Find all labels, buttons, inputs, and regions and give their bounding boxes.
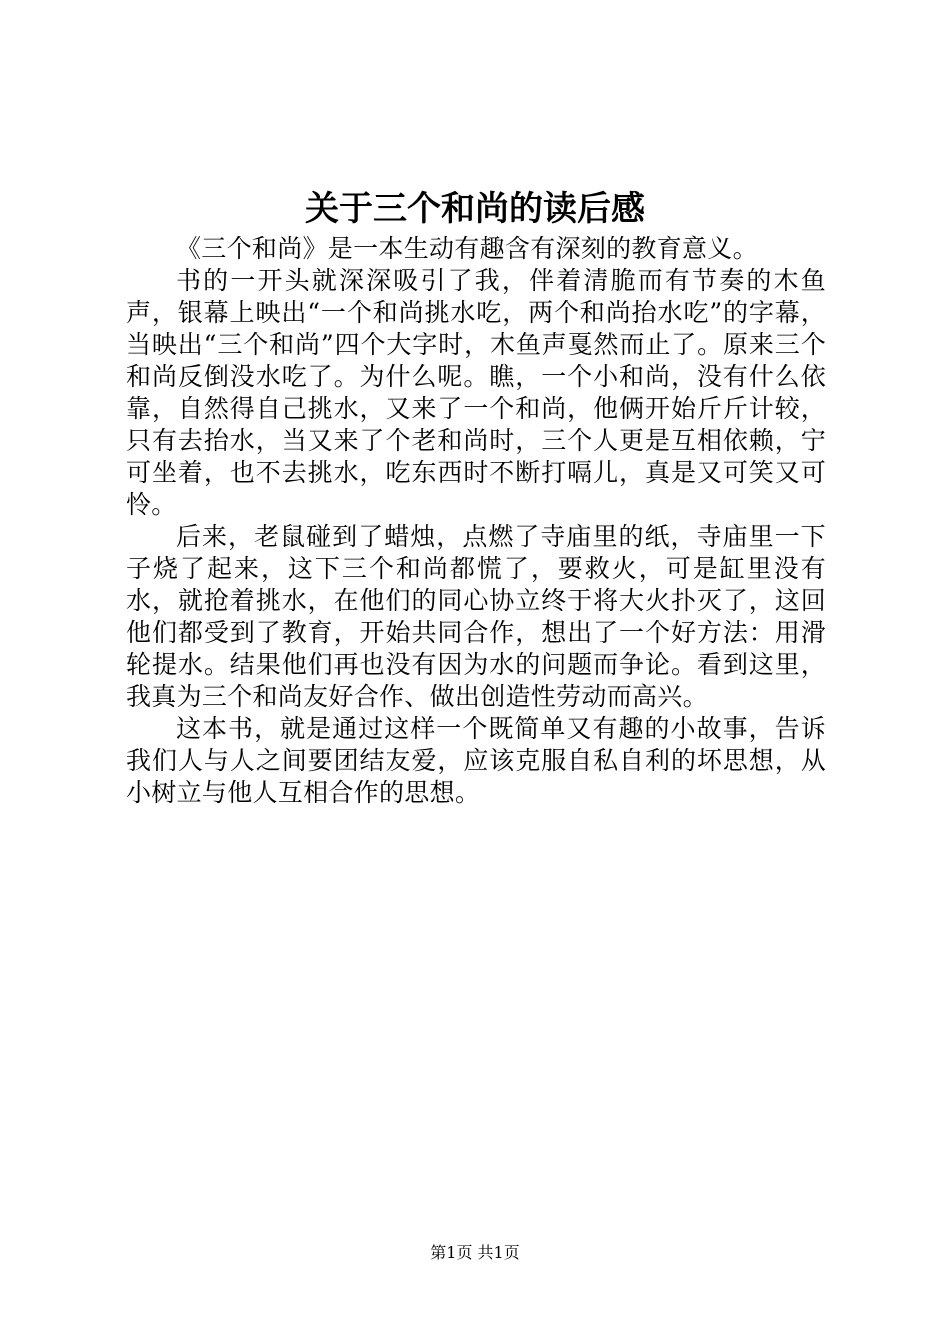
paragraph: 书的一开头就深深吸引了我，伴着清脆而有节奏的木鱼声，银幕上映出“一个和尚挑水吃，两个和尚抬水吃”的字幕，当映出“三个和尚”四个大字时，木鱼声戛然而止了。原来三个和尚反倒没水吃了。为什么呢。瞧，一个小和尚，没有什么依靠，自然得自己挑水，又来了一个和尚，他俩开始斤斤计较，只有去抬水，当又来了个老和尚时，三个人更是互相依赖，宁可坐着，也不去挑水，吃东西时不断打嗝儿，真是又可笑又可怜。 [126,266,826,519]
paragraph: 这本书，就是通过这样一个既简单又有趣的小故事，告诉我们人与人之间要团结友爱，应该克服自私自利的坏思想，从小树立与他人互相合作的思想。 [126,714,826,807]
paragraph: 后来，老鼠碰到了蜡烛，点燃了寺庙里的纸，寺庙里一下子烧了起来，这下三个和尚都慌了，要救火，可是缸里没有水，就抢着挑水，在他们的同心协立终于将大火扑灭了，这回他们都受到了教育，开始共同合作，想出了一个好方法：用滑轮提水。结果他们再也没有因为水的问题而争论。看到这里，我真为三个和尚友好合作、做出创造性劳动而高兴。 [126,522,826,711]
paragraph: 《三个和尚》是一本生动有趣含有深刻的教育意义。 [176,234,758,263]
document-body [126,233,826,809]
page-footer: 第1页 共1页 [430,1243,520,1262]
document-title: 关于三个和尚的读后感 [305,189,645,229]
